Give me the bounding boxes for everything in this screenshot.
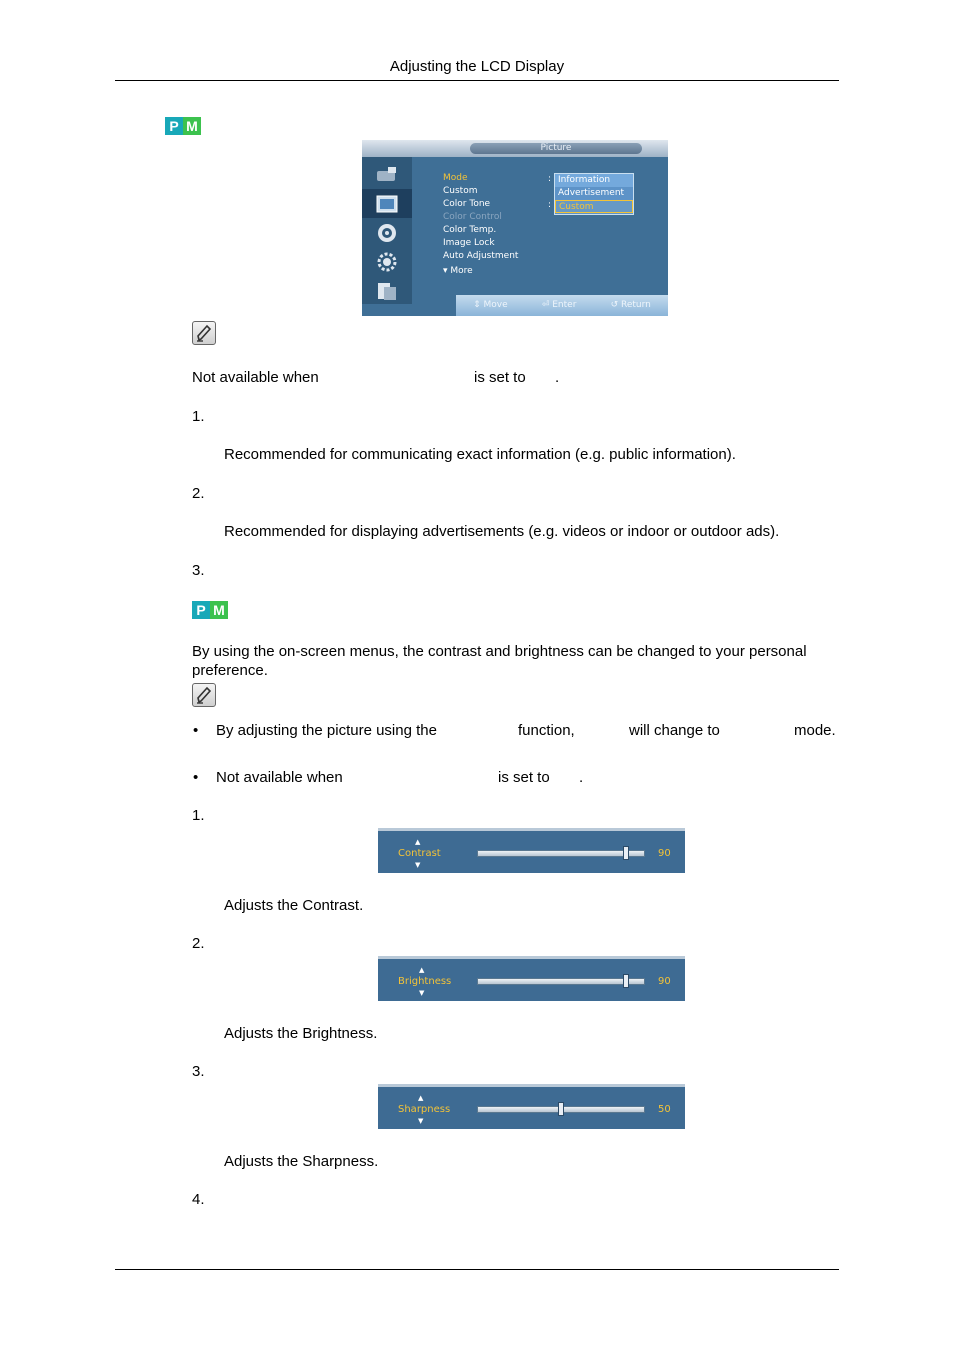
mode-note-end: . <box>555 369 560 386</box>
slider-track <box>477 850 645 857</box>
slider-thumb <box>558 1102 564 1116</box>
bullet1-part4: mode. <box>794 722 836 739</box>
mode-note-middle: is set to <box>474 369 526 386</box>
slider-description: Adjusts the Brightness. <box>224 1025 378 1042</box>
bullet-mark: • <box>193 722 199 739</box>
list-number: 1. <box>192 807 205 824</box>
slider-value: 50 <box>658 1104 671 1115</box>
down-arrow-icon: ▼ <box>418 1117 424 1125</box>
osd-sound-icon <box>362 218 412 247</box>
osd-item-more-label: More <box>450 266 473 276</box>
osd-title: Picture <box>470 143 642 154</box>
osd-picture-menu <box>362 140 668 316</box>
slider-label: Contrast <box>398 848 441 859</box>
osd-picture-icon <box>362 189 412 218</box>
osd-option-advertisement: Advertisement <box>558 188 625 198</box>
return-icon: ↺ <box>610 300 621 310</box>
osd-item-color-tone: Color Tone <box>443 199 491 209</box>
bullet1-part3: will change to <box>629 722 720 739</box>
osd-item-more <box>443 265 473 277</box>
osd-item-color-control: Color Control <box>443 212 502 222</box>
osd-hint-move-label: Move <box>483 300 508 310</box>
up-arrow-icon: ▲ <box>418 1094 424 1102</box>
list-number: 3. <box>192 1063 205 1080</box>
osd-colon: : <box>548 174 552 184</box>
bullet1-part1: By adjusting the picture using the <box>216 722 437 739</box>
page-header-title: Adjusting the LCD Display <box>389 58 565 75</box>
slider-track <box>477 978 645 985</box>
osd-hint-enter-label: Enter <box>552 300 577 310</box>
custom-intro-line1: By using the on-screen menus, the contrast and brightness can be changed to your personal <box>192 643 807 660</box>
slider-thumb <box>623 974 629 988</box>
slider-thumb <box>623 846 629 860</box>
header-rule <box>115 80 839 81</box>
osd-option-information: Information <box>555 174 633 187</box>
mode-note-prefix: Not available when <box>192 369 319 386</box>
osd-hint-return-label: Return <box>621 300 651 310</box>
brightness-slider-panel <box>378 956 685 1001</box>
osd-item-mode: Mode <box>443 173 468 183</box>
updown-icon: ⇕ <box>473 300 484 310</box>
badge-m: M <box>183 117 201 135</box>
osd-bottom-bar <box>456 295 668 316</box>
bullet-mark: • <box>193 769 199 786</box>
osd-mode-dropdown <box>554 173 634 215</box>
osd-option-custom: Custom <box>555 200 633 213</box>
bullet1-part2: function, <box>518 722 575 739</box>
contrast-slider-panel <box>378 828 685 873</box>
slider-description: Adjusts the Sharpness. <box>224 1153 379 1170</box>
slider-label: Brightness <box>398 976 452 987</box>
badge-m: M <box>210 601 228 619</box>
osd-hint-move <box>473 295 508 316</box>
sharpness-slider-panel <box>378 1084 685 1129</box>
custom-intro-line2: preference. <box>192 662 268 679</box>
footer-rule <box>115 1269 839 1270</box>
osd-item-custom: Custom <box>443 186 478 196</box>
slider-description: Adjusts the Contrast. <box>224 897 364 914</box>
mode-item-description: Recommended for displaying advertisements (e.g. videos or indoor or outdoor ads). <box>224 523 780 540</box>
osd-item-image-lock: Image Lock <box>443 238 495 248</box>
enter-icon: ⏎ <box>541 300 553 310</box>
osd-setup-icon <box>362 247 412 276</box>
osd-multi-icon <box>362 276 412 305</box>
mode-item-description: Recommended for communicating exact information (e.g. public information). <box>224 446 736 463</box>
slider-value: 90 <box>658 976 671 987</box>
chevron-down-icon: ▾ <box>443 266 451 276</box>
pm-mode-badge <box>165 117 201 135</box>
up-arrow-icon: ▲ <box>415 838 421 846</box>
note-icon <box>192 321 216 345</box>
list-number: 1. <box>192 408 205 425</box>
badge-p: P <box>165 117 183 135</box>
badge-p: P <box>192 601 210 619</box>
up-arrow-icon: ▲ <box>419 966 425 974</box>
down-arrow-icon: ▼ <box>419 989 425 997</box>
osd-hint-enter <box>542 295 577 316</box>
list-number: 4. <box>192 1191 205 1208</box>
bullet2-part1: Not available when <box>216 769 343 786</box>
bullet2-part3: . <box>579 769 584 786</box>
slider-label: Sharpness <box>398 1104 451 1115</box>
slider-value: 90 <box>658 848 671 859</box>
pm-custom-badge <box>192 601 228 619</box>
osd-colon: : <box>548 200 552 210</box>
osd-input-icon <box>362 160 412 189</box>
osd-sidebar <box>362 157 412 304</box>
osd-item-auto-adjustment: Auto Adjustment <box>443 251 519 261</box>
list-number: 2. <box>192 485 205 502</box>
bullet2-part2: is set to <box>498 769 550 786</box>
down-arrow-icon: ▼ <box>415 861 421 869</box>
note-icon <box>192 683 216 707</box>
list-number: 2. <box>192 935 205 952</box>
osd-item-color-temp: Color Temp. <box>443 225 497 235</box>
list-number: 3. <box>192 562 205 579</box>
osd-hint-return <box>611 295 651 316</box>
